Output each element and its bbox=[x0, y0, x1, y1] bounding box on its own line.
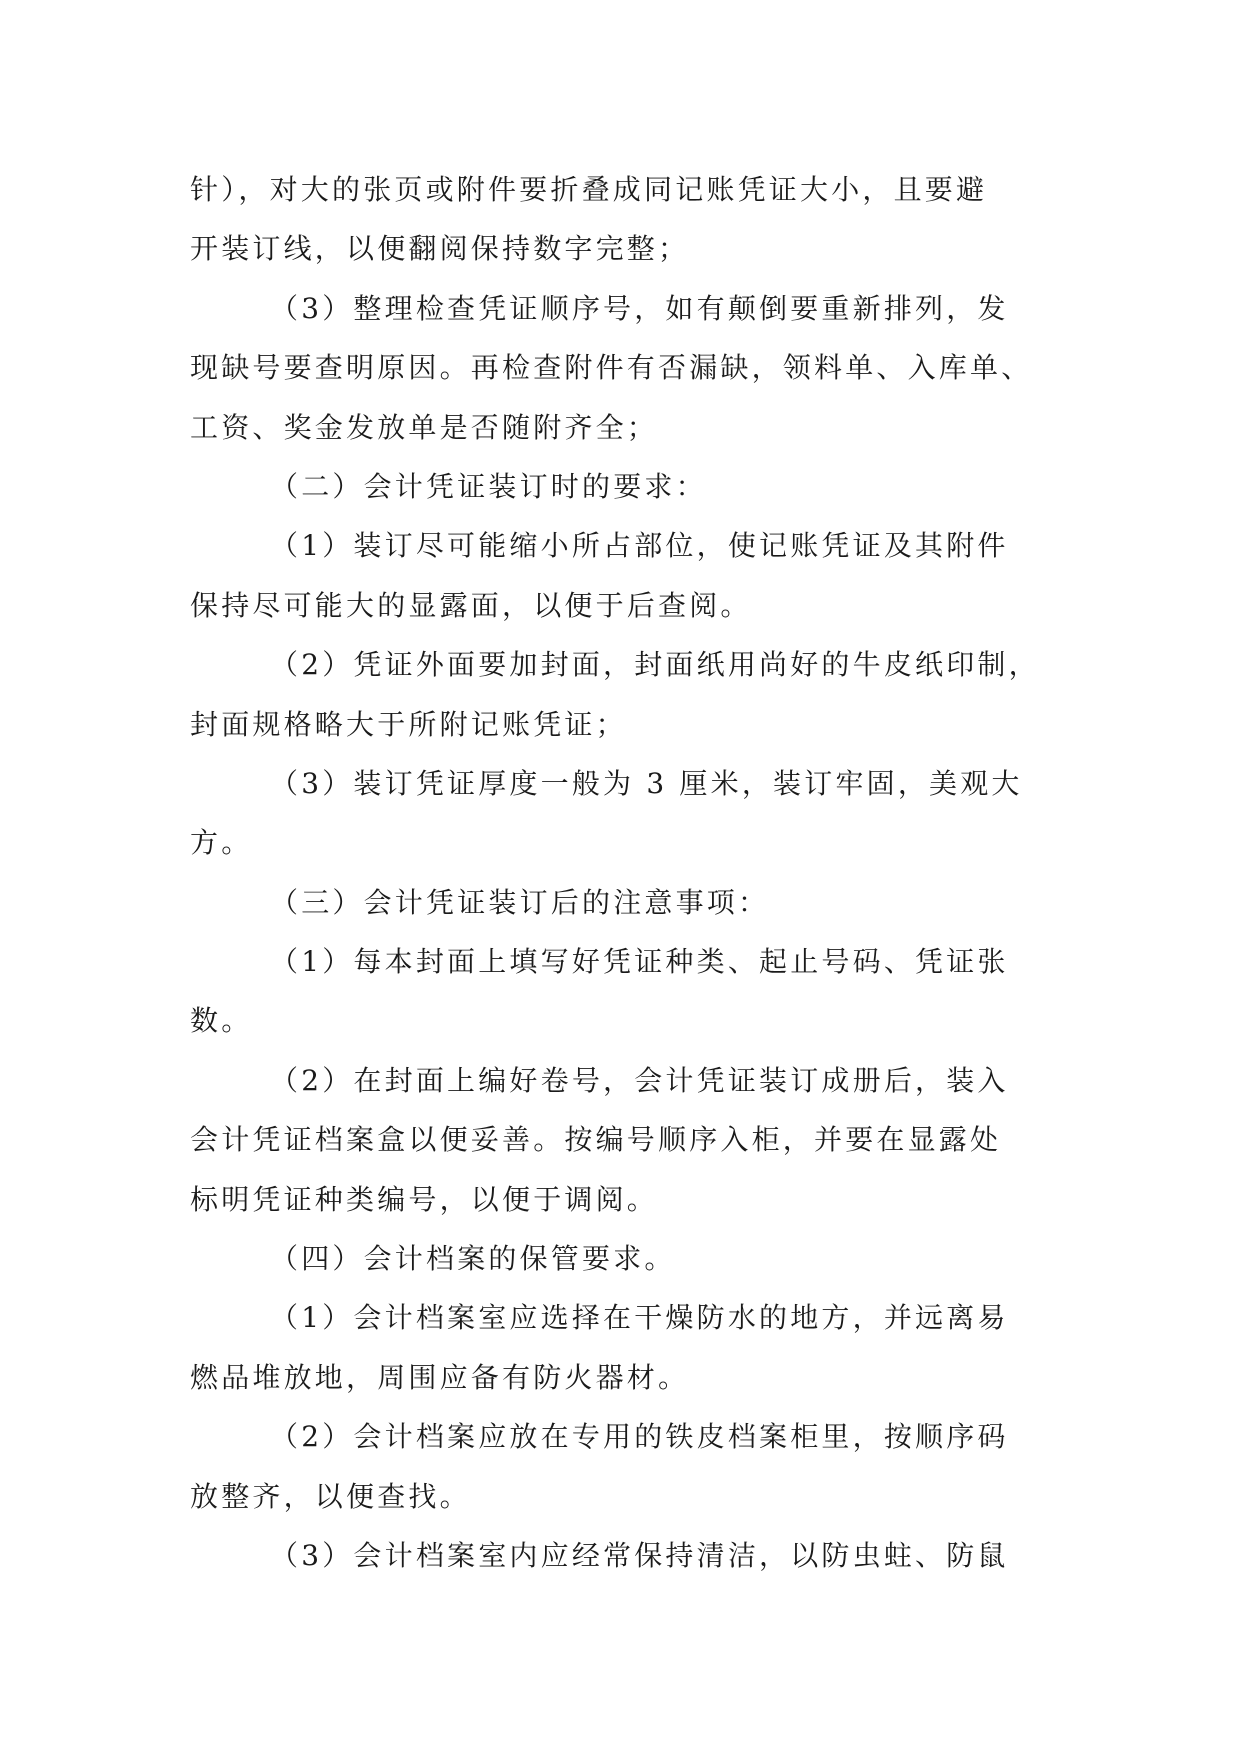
text-line: （2）凭证外面要加封面，封面纸用尚好的牛皮纸印制， bbox=[270, 648, 1040, 682]
text-line: （四）会计档案的保管要求。 bbox=[270, 1242, 676, 1276]
text-line: （1）装订尽可能缩小所占部位，使记账凭证及其附件 bbox=[270, 529, 1009, 563]
text-line: （2）在封面上编好卷号，会计凭证装订成册后，装入 bbox=[270, 1063, 1009, 1097]
text-line: 针），对大的张页或附件要折叠成同记账凭证大小，且要避 bbox=[190, 173, 988, 206]
text-line: 数。 bbox=[190, 1004, 253, 1038]
text-line: 工资、奖金发放单是否随附齐全； bbox=[190, 410, 659, 444]
text-line: 方。 bbox=[190, 826, 253, 860]
text-line: （2）会计档案应放在专用的铁皮档案柜里，按顺序码 bbox=[270, 1420, 1009, 1454]
text-line: 会计凭证档案盒以便妥善。按编号顺序入柜，并要在显露处 bbox=[190, 1123, 1002, 1157]
text-line: 封面规格略大于所附记账凭证； bbox=[190, 707, 627, 741]
text-line: （3）会计档案室内应经常保持清洁，以防虫蛀、防鼠 bbox=[270, 1538, 1009, 1572]
text-line: 保持尽可能大的显露面，以便于后查阅。 bbox=[190, 588, 752, 622]
text-line: （3）装订凭证厚度一般为 3 厘米，装订牢固，美观大 bbox=[270, 766, 1023, 800]
body-text bbox=[190, 160, 1050, 1585]
text-line: 燃品堆放地，周围应备有防火器材。 bbox=[190, 1360, 690, 1394]
text-line: （3）整理检查凭证顺序号，如有颠倒要重新排列，发 bbox=[270, 291, 1009, 325]
text-line: 放整齐，以便查找。 bbox=[190, 1479, 471, 1513]
text-line: （1）会计档案室应选择在干燥防水的地方，并远离易 bbox=[270, 1301, 1009, 1335]
text-line: （三）会计凭证装订后的注意事项： bbox=[270, 885, 770, 919]
text-line: （1）每本封面上填写好凭证种类、起止号码、凭证张 bbox=[270, 945, 1009, 979]
text-line: 现缺号要查明原因。再检查附件有否漏缺，领料单、入库单、 bbox=[190, 351, 1033, 385]
text-line: 开装订线，以便翻阅保持数字完整； bbox=[190, 232, 690, 266]
text-line: （二）会计凭证装订时的要求： bbox=[270, 469, 707, 503]
text-line: 标明凭证种类编号，以便于调阅。 bbox=[190, 1182, 659, 1216]
